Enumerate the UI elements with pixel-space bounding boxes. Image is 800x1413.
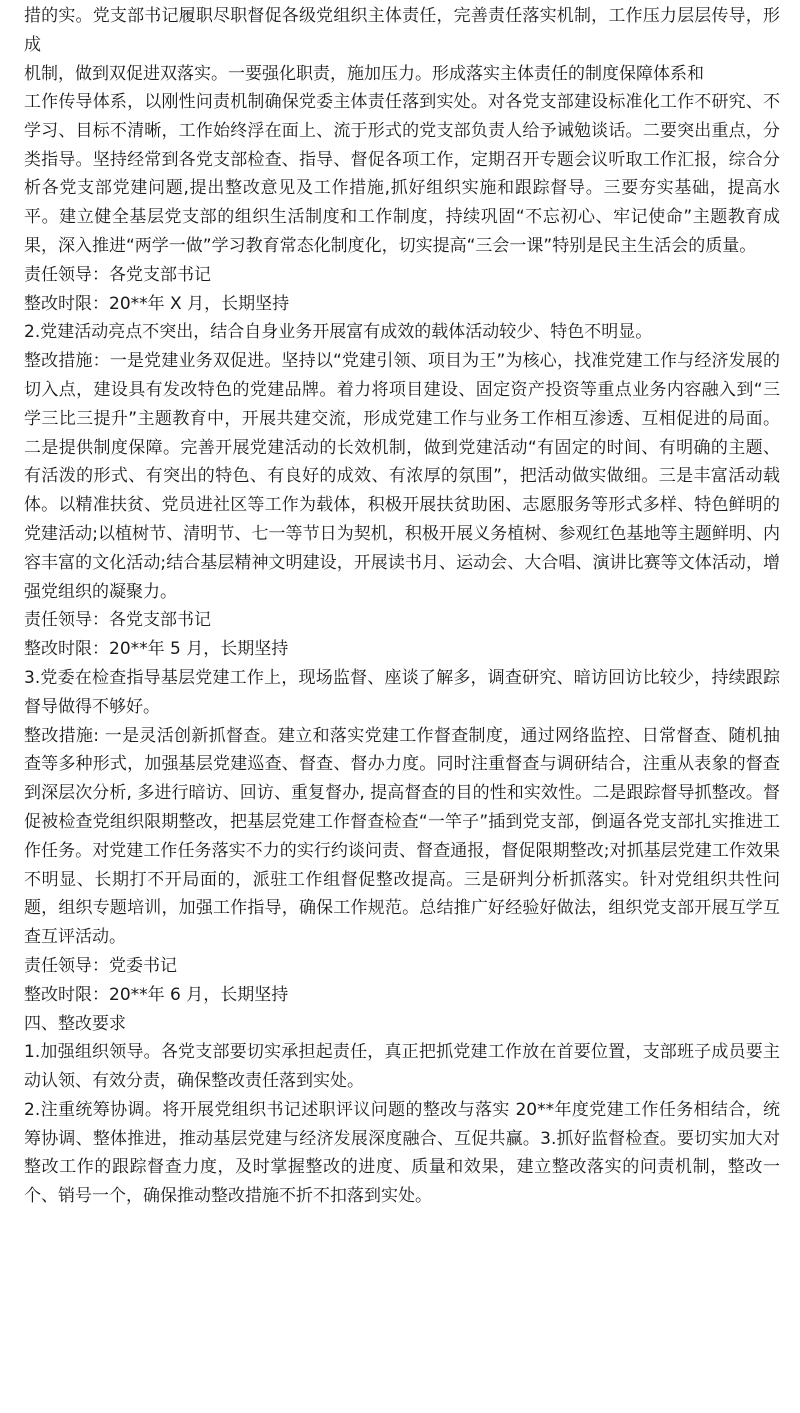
measures-3: 整改措施: 一是灵活创新抓督查。建立和落实党建工作督查制度，通过网络监控、日常督查、随机抽查等多种形式，加强基层党建巡查、督查、督办力度。同时注重督查与调研结合，注重从表象的督查到深层次分析, 多进行暗访、回访、重复督办, 提高督查的目的性和实效性。二是跟踪督导抓整改。督促被检查党组织限期整改，把基层党建工作督查检查“一竿子”插到党支部，倒逼各党支部扎实推进工作任务。对党建工作任务落实不力的实行约谈问责、督查通报，督促限期整改;对抓基层党建工作效果不明显、长期打不开局面的，派驻工作组督促整改提高。三是研判分析抓落实。针对党组织共性问题，组织专题培训，加强工作指导，确保工作规范。总结推广好经验好做法，组织党支部开展互学互查互评活动。 [24, 725, 780, 948]
section-heading-requirements: 四、整改要求 [24, 1013, 126, 1034]
responsible-leader-3: 责任领导：党委书记 [24, 955, 177, 976]
fragment-line-1: 措的实。党支部书记履职尽职督促各级党组织主体责任，完善责任落实机制，工作压力层层传导，形成 [24, 6, 780, 55]
paragraph-1: 工作传导体系，以刚性问责机制确保党委主体责任落到实处。对各党支部建设标准化工作不研究、不学习、目标不清晰，工作始终浮在面上、流于形式的党支部负责人给予诫勉谈话。二要突出重点，分类指导。坚持经常到各党支部检查、指导、督促各项工作，定期召开专题会议听取工作汇报，综合分析各党支部党建问题,提出整改意见及工作措施,抓好组织实施和跟踪督导。三要夯实基础，提高水平。建立健全基层党支部的组织生活制度和工作制度，持续巩固“不忘初心、牢记使命”主题教育成果，深入推进“两学一做”学习教育常态化制度化，切实提高“三会一课”特别是民主生活会的质量。 [24, 92, 780, 256]
deadline-2: 整改时限：20**年 5 月，长期坚持 [24, 639, 289, 660]
fragment-line-2: 机制，做到双促进双落实。一要强化职责，施加压力。形成落实主体责任的制度保障体系和 [24, 63, 704, 84]
issue-3: 3.党委在检查指导基层党建工作上，现场监督、座谈了解多，调查研究、暗访回访比较少，持续跟踪督导做得不够好。 [24, 667, 780, 717]
measures-2: 整改措施：一是党建业务双促进。坚持以“党建引领、项目为王”为核心，找准党建工作与经济发展的切入点，建设具有发改特色的党建品牌。着力将项目建设、固定资产投资等重点业务内容融入到“三学三比三提升”主题教育中，开展共建交流，形成党建工作与业务工作相互渗透、互相促进的局面。二是提供制度保障。完善开展党建活动的长效机制，做到党建活动“有固定的时间、有明确的主题、有活泼的形式、有突出的特色、有良好的成效、有浓厚的氛围”，把活动做实做细。三是丰富活动载体。以精准扶贫、党员进社区等工作为载体，积极开展扶贫助困、志愿服务等形式多样、特色鲜明的党建活动;以植树节、清明节、七一等节日为契机，积极开展义务植树、参观红色基地等主题鲜明、内容丰富的文化活动;结合基层精神文明建设，开展读书月、运动会、大合唱、演讲比赛等文体活动，增强党组织的凝聚力。 [24, 351, 780, 602]
requirement-1: 1.加强组织领导。各党支部要切实承担起责任，真正把抓党建工作放在首要位置，支部班子成员要主动认领、有效分责，确保整改责任落到实处。 [24, 1042, 780, 1092]
requirement-2-3: 2.注重统筹协调。将开展党组织书记述职评议问题的整改与落实 20**年度党建工作任务相结合，统筹协调、整体推进，推动基层党建与经济发展深度融合、互促共赢。3.抓好监督检查。要切实加大对整改工作的跟踪督查力度，及时掌握整改的进度、质量和效果，建立整改落实的问责机制，整改一个、销号一个，确保推动整改措施不折不扣落到实处。 [24, 1099, 780, 1207]
document-body [24, 88, 780, 1211]
responsible-leader-1: 责任领导：各党支部书记 [24, 264, 211, 285]
top-fragment [24, 2, 780, 88]
deadline-3: 整改时限：20**年 6 月，长期坚持 [24, 984, 289, 1005]
responsible-leader-2: 责任领导：各党支部书记 [24, 610, 211, 631]
deadline-1: 整改时限：20**年 X 月，长期坚持 [24, 293, 290, 314]
issue-2: 2.党建活动亮点不突出，结合自身业务开展富有成效的载体活动较少、特色不明显。 [24, 322, 653, 343]
